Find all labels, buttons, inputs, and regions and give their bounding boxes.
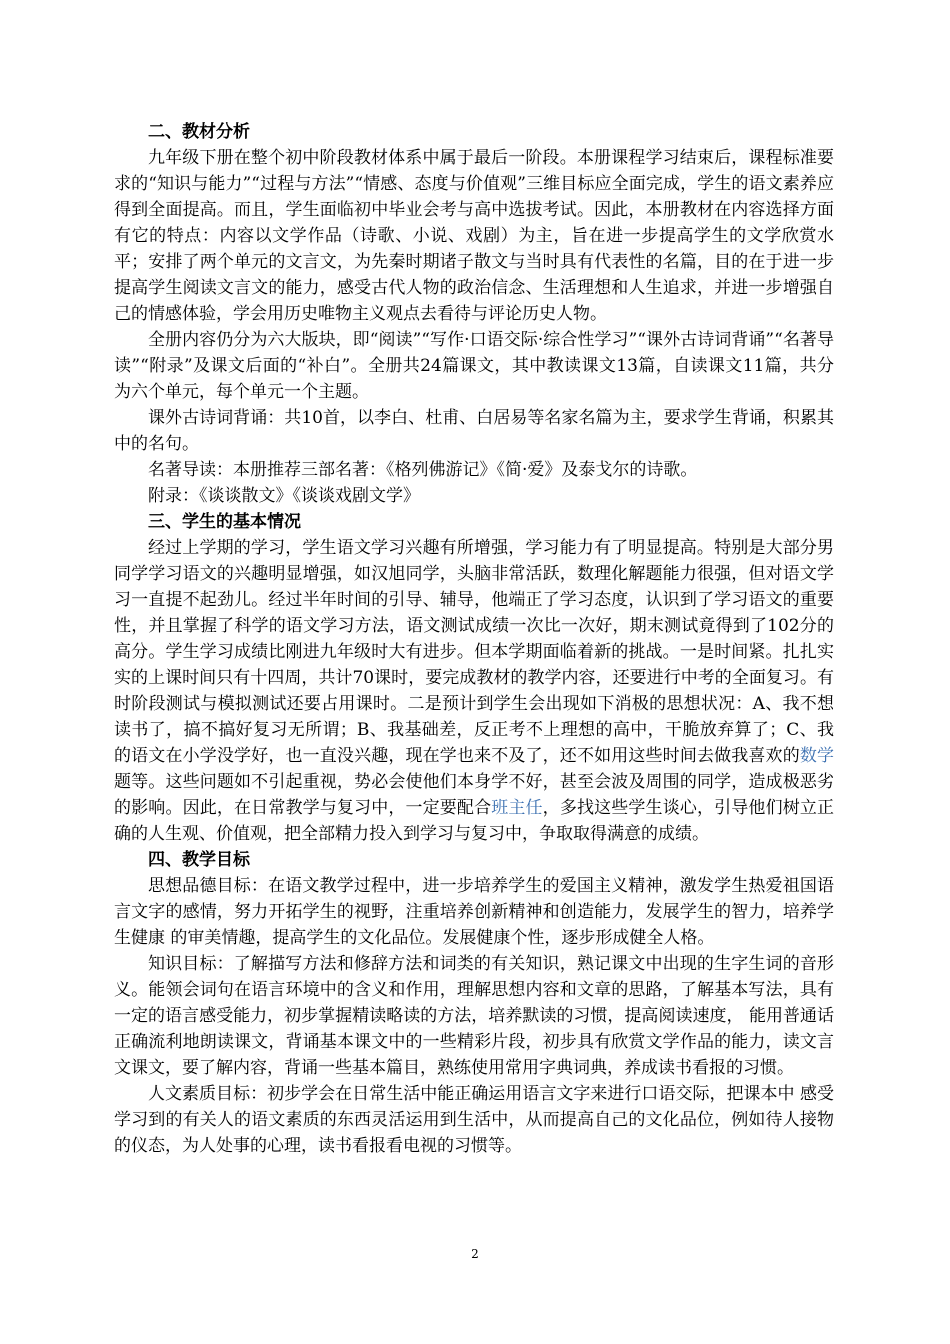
paragraph: 思想品德目标：在语文教学过程中，进一步培养学生的爱国主义精神，激发学生热爱祖国语言文字的感情，努力开拓学生的视野，注重培养创新精神和创造能力，发展学生的智力，培养学生健康 的审美情趣，提高学生的文化品位。发展健康个性，逐步形成健全人格。 [114,876,834,948]
document-body [114,119,834,1159]
paragraph: 名著导读：本册推荐三部名著：《格列佛游记》《简·爱》及泰戈尔的诗歌。 [148,460,698,480]
paragraph-text: ，多找这些学生谈心，引导他们树立正确的人生观、价值观，把全部精力投入到学习与复习中，争取取得满意的成绩。 [114,798,835,844]
paragraph: 知识目标：了解描写方法和修辞方法和词类的有关知识，熟记课文中出现的生字生词的音形义。能领会词句在语言环境中的含义和作用，理解思想内容和文章的思路，了解基本写法，具有一定的语言感受能力，初步掌握精读略读的方法，培养默读的习惯，提高阅读速度， 能用普通话正确流利地朗读课文，背诵基本课文中的一些精彩片段，初步具有欣赏文学作品的能力，读文言文课文，要了解内容，背诵一些基本篇目，熟练使用常用字典词典，养成读书看报的习惯。 [114,954,834,1078]
section-heading-textbook-analysis: 二、教材分析 [148,122,250,142]
paragraph: 课外古诗词背诵：共10首，以李白、杜甫、白居易等名家名篇为主，要求学生背诵，积累其中的名句。 [114,408,834,454]
paragraph: 全册内容仍分为六大版块，即“阅读”“写作·口语交际·综合性学习”“课外古诗词背诵”“名著导读”“附录”及课文后面的“补白”。全册共24篇课文，其中教读课文13篇，自读课文11篇，共分为六个单元，每个单元一个主题。 [114,330,834,402]
paragraph: 人文素质目标：初步学会在日常生活中能正确运用语言文字来进行口语交际，把课本中 感受学习到的有关人的语文素质的东西灵活运用到生活中，从而提高自己的文化品位，例如待人接物的仪态，为人处事的心理，读书看报看电视的习惯等。 [114,1084,834,1156]
paragraph: 九年级下册在整个初中阶段教材体系中属于最后一阶段。本册课程学习结束后，课程标准要求的“知识与能力”“过程与方法”“情感、态度与价值观”三维目标应全面完成，学生的语文素养应得到全面提高。而且，学生面临初中毕业会考与高中选拔考试。因此，本册教材在内容选择方面有它的特点：内容以文学作品（诗歌、小说、戏剧）为主，旨在进一步提高学生的文学欣赏水平；安排了两个单元的文言文，为先秦时期诸子散文与当时具有代表性的名篇，目的在于进一步提高学生阅读文言文的能力，感受古代人物的政治信念、生活理想和人生追求，并进一步增强自己的情感体验，学会用历史唯物主义观点去看待与评论历史人物。 [114,148,834,324]
paragraph-text: 经过上学期的学习，学生语文学习兴趣有所增强，学习能力有了明显提高。特别是大部分男同学学习语文的兴趣明显增强，如汉旭同学，头脑非常活跃，数理化解题能力很强，但对语文学习一直提不起劲儿。经过半年时间的引导、辅导，他端正了学习态度，认识到了学习语文的重要性，并且掌握了科学的语文学习方法，语文测试成绩一次比一次好，期末测试竟得到了102分的高分。学生学习成绩比刚进九年级时大有进步。但本学期面临着新的挑战。一是时间紧。扎扎实实的上课时间只有十四周，共计70课时，要完成教材的教学内容，还要进行中考的全面复习。有时阶段测试与模拟测试还要占用课时。二是预计到学生会出现如下消极的思想状况：A、我不想读书了，搞不搞好复习无所谓；B、我基础差，反正考不上理想的高中，干脆放弃算了；C、我的语文在小学没学好，也一直没兴趣，现在学也来不及了，还不如用这些时间去做我喜欢的 [114,538,834,766]
paragraph-text: 题等。这些问题如不引起重视，势必会使他们本身学不好，甚至会波及周围的同学，造成极恶劣的影响。因此，在日常教学与复习中，一定要配合 [114,772,834,818]
paragraph: 附录：《谈谈散文》《谈谈戏剧文学》 [148,486,420,506]
page-number: 2 [471,1247,479,1261]
paragraph [114,535,834,847]
section-heading-student-situation: 三、学生的基本情况 [148,512,301,532]
math-link[interactable]: 数学 [799,746,835,766]
section-heading-teaching-goals: 四、教学目标 [148,850,250,870]
head-teacher-link[interactable]: 班主任 [491,798,543,818]
